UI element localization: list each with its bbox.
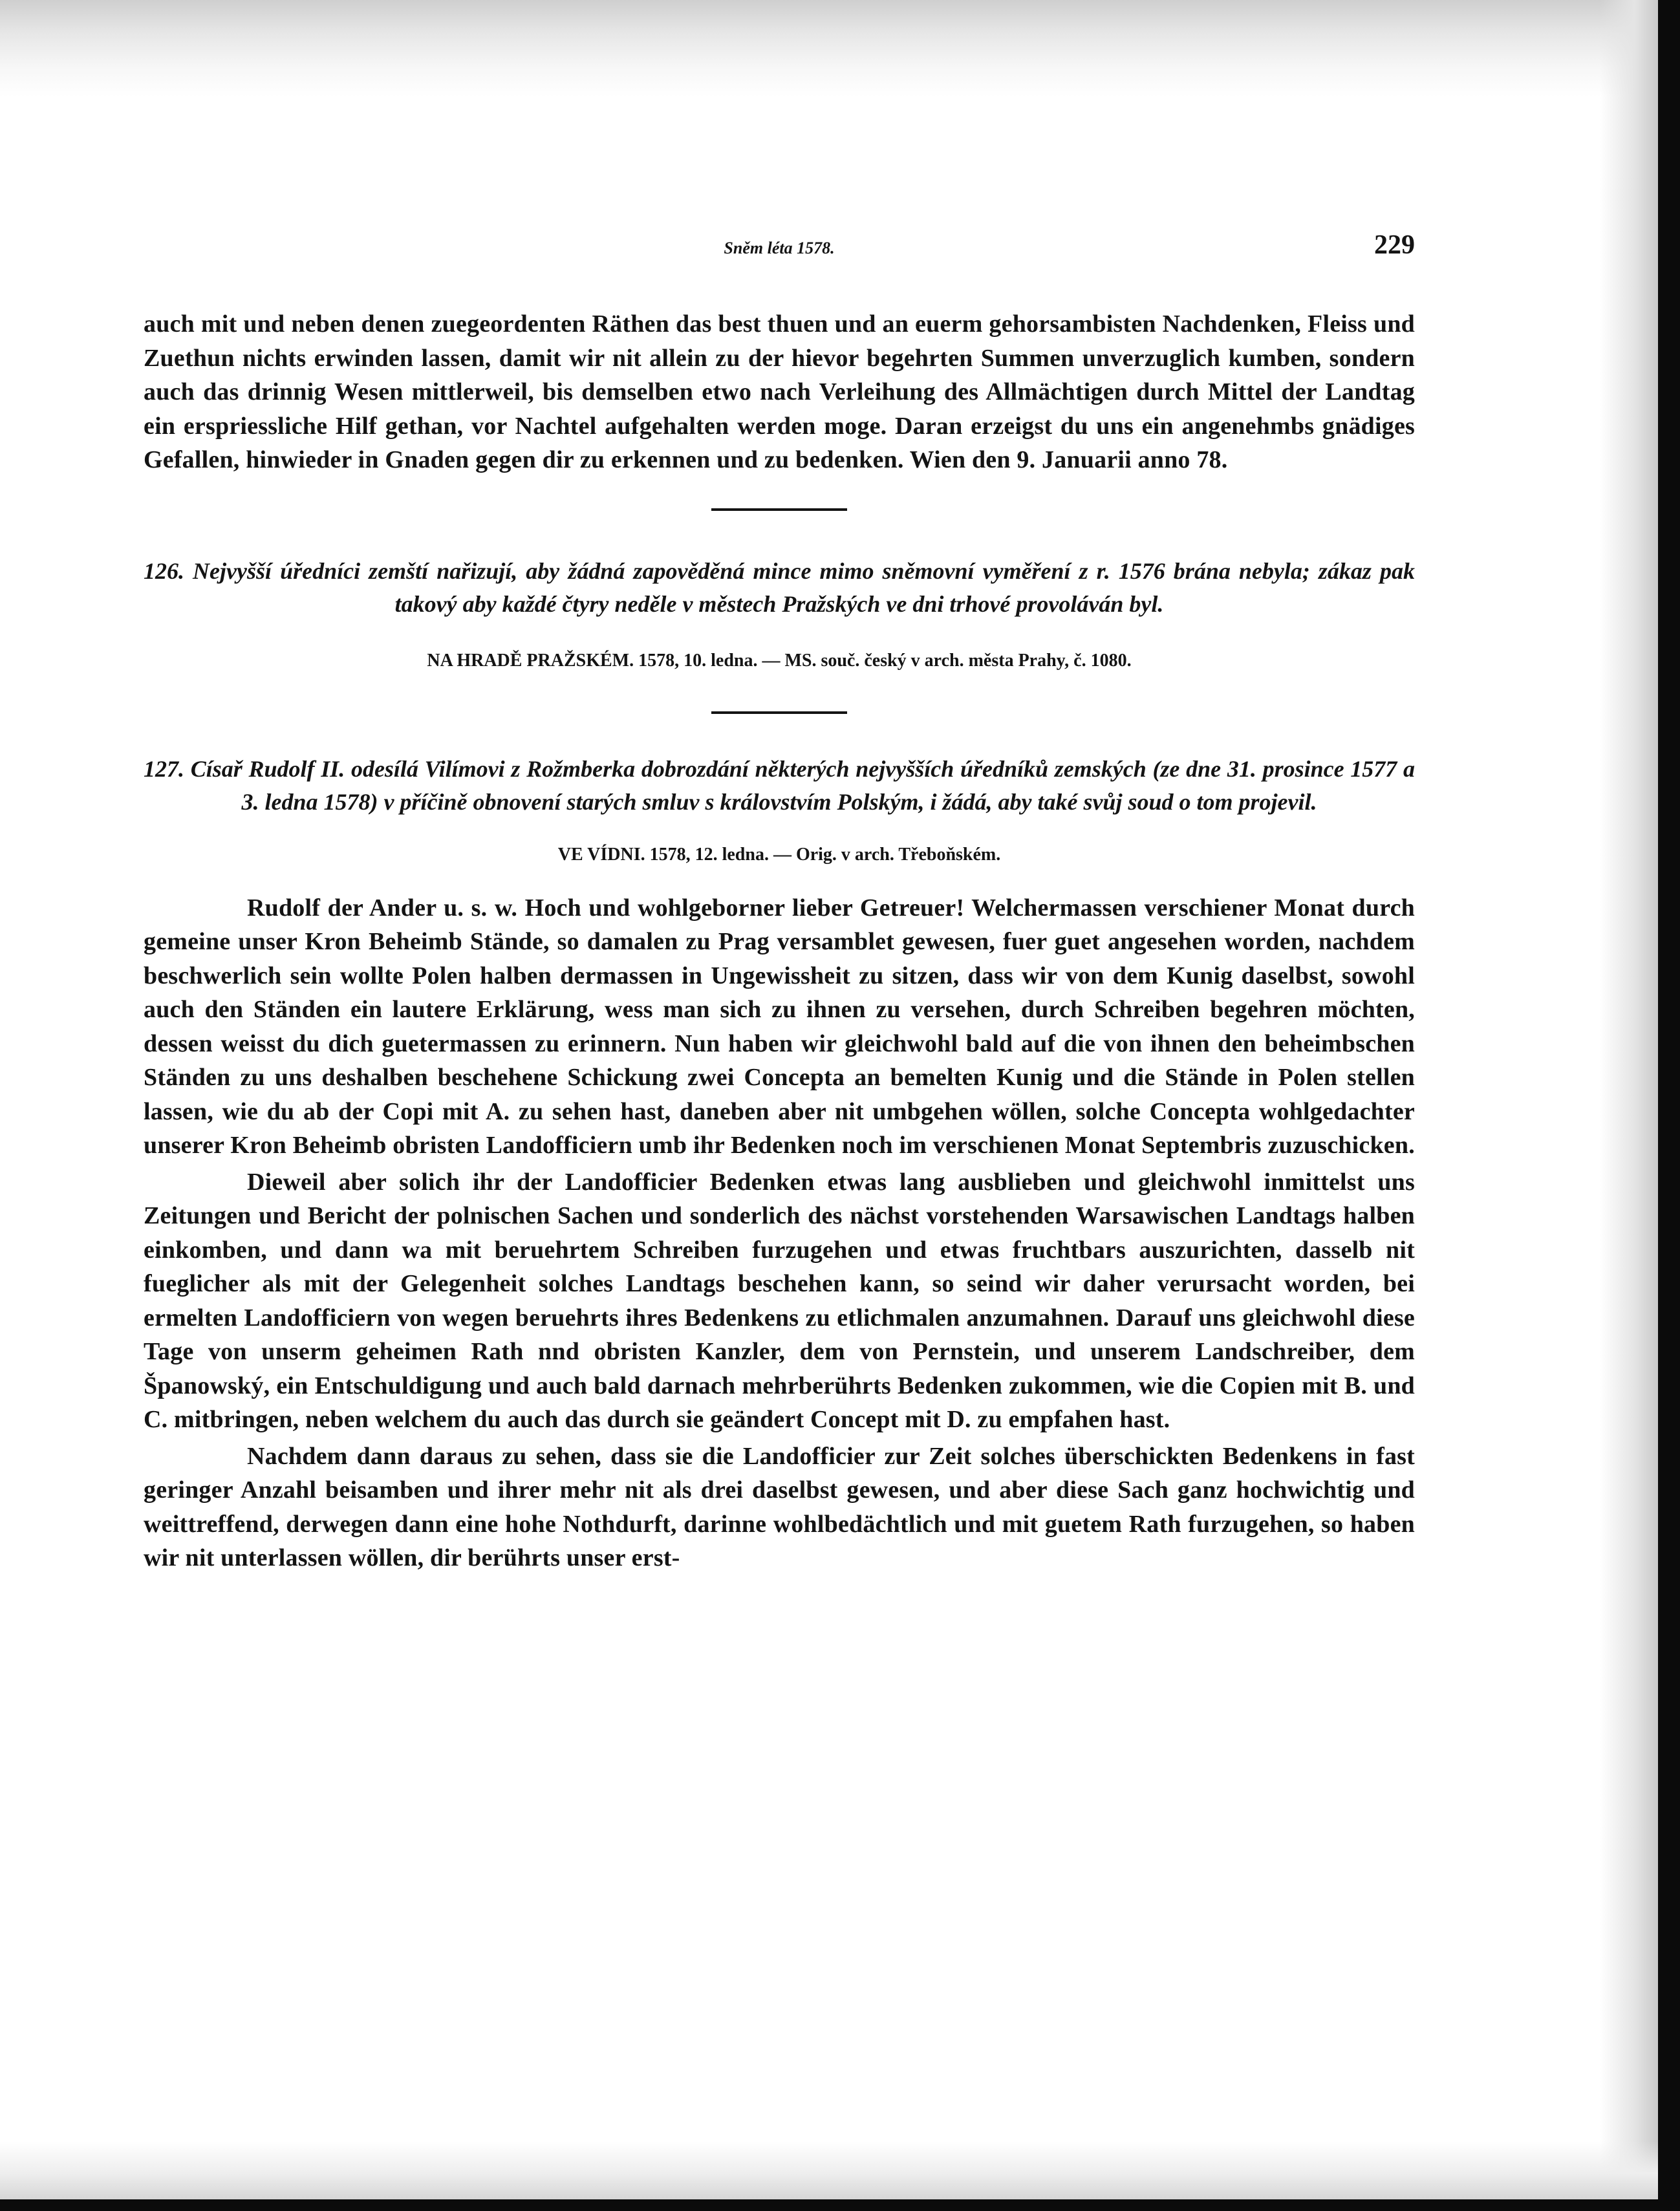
scan-shadow-right [1600, 0, 1658, 2199]
page [144, 230, 1415, 1575]
entry-126-heading: 126. Nejvyšší úředníci zemští nařizují, aby žádná zapověděná mince mimo sněmovní vyměření z r. 1576 brána nebyla; zákaz pak takový aby každé čtyry neděle v městech Pražských ve dni trhové provoláván byl. [144, 557, 1415, 617]
page-number: 229 [1374, 230, 1415, 260]
entry-127-source: VE VÍDNI. 1578, 12. ledna. — Orig. v arch. Třeboňském. [557, 844, 1001, 865]
continuation-paragraph: auch mit und neben denen zuegeordenten Räthen das best thuen und an euerm gehorsambisten Nachdenken, Fleiss und Zuethun nichts erwinden lassen, damit wir nit allein zu der hievor begehrten Summen unverzuglich kumben, sondern auch das drinnig Wesen mittlerweil, bis demselben etwo nach Verleihung des Allmächtigen durch Mittel der Landtag ein erspriessliche Hilf gethan, vor Nachtel aufgehalten werden moge. Daran erzeigst du uns ein angenehmbs gnädiges Gefallen, hinwieder in Gnaden gegen dir zu erkennen und zu bedenken. Wien den 9. Januarii anno 78. [144, 310, 1415, 473]
section-divider [711, 711, 847, 714]
entry-127-heading: 127. Císař Rudolf II. odesílá Vilímovi z Rožmberka dobrozdání některých nejvyšších úředníků zemských (ze dne 31. prosince 1577 a 3. ledna 1578) v příčině obnovení starých smluv s královstvím Polským, i žádá, aby také svůj soud o tom projevil. [144, 755, 1415, 815]
entry-127-paragraph: Dieweil aber solich ihr der Landofficier Bedenken etwas lang ausblieben und gleichwohl inmittelst uns Zeitungen und Bericht der polnischen Sachen und sonderlich des nächst vorstehenden Warsawischen Landtags halben einkomben, und dann wa mit beruehrtem Schreiben furzugehen und etwas fruchtbars auszurichten, dasselb nit fueglicher als mit der Gelegenheit solches Landtags beschehen kann, so seind wir daher verursacht worden, bei ermelten Landofficiern von wegen beruehrts ihres Bedenkens zu etlichmalen anzumahnen. Darauf uns gleichwohl diese Tage von unserm geheimen Rath nnd obristen Kanzler, dem von Pernstein, und unserem Landschreiber, dem Španowský, ein Entschuldigung und auch bald darnach mehrberührts Bedenken zukommen, wie die Copien mit B. und C. mitbringen, neben welchem du auch das durch sie geändert Concept mit D. zu empfahen hast. [144, 1168, 1415, 1433]
scan-shadow-bottom [0, 2141, 1658, 2199]
entry-127-paragraph: Rudolf der Ander u. s. w. Hoch und wohlgeborner lieber Getreuer! Welchermassen verschiener Monat durch gemeine unser Kron Beheimb Stände, so damalen zu Prag versamblet gewesen, fuer guet angesehen worden, nachdem beschwerlich sein wollte Polen halben dermassen in Ungewissheit zu sitzen, dass wir von dem Kunig daselbst, sowohl auch den Ständen ein lautere Erklärung, wess man sich zu ihnen zu versehen, durch Schreiben begehren möchten, dessen weisst du dich guetermassen zu erinnern. Nun haben wir gleichwohl bald auf die von ihnen den beheimbschen Ständen zu uns deshalben beschehene Schickung zwei Concepta an bemelten Kunig und die Stände in Polen stellen lassen, wie du ab der Copi mit A. zu sehen hast, daneben aber nit umbgehen wöllen, solche Concepta wohlgedachter unserer Kron Beheimb obristen Landofficiern umb ihr Bedenken noch im verschienen Monat Septembris zuzuschicken. [144, 894, 1415, 1159]
entry-127-paragraph: Nachdem dann daraus zu sehen, dass sie die Landofficier zur Zeit solches überschickten Bedenkens in fast geringer Anzahl beisamben und ihrer mehr nit als drei daselbst gewesen, und aber diese Sach ganz hochwichtig und weittreffend, derwegen dann eine hohe Nothdurft, darinne wohlbedächtlich und mit guetem Rath furzugehen, so haben wir nit unterlassen wöllen, dir berührts unser erst- [144, 1442, 1415, 1571]
scan-shadow-top [0, 0, 1658, 97]
scan-border-right [1658, 0, 1680, 2211]
entry-126-source: NA HRADĚ PRAŽSKÉM. 1578, 10. ledna. — MS. souč. český v arch. města Prahy, č. 1080. [427, 650, 1132, 671]
running-title: Sněm léta 1578. [724, 239, 835, 257]
scan-border-bottom [0, 2199, 1680, 2211]
section-divider [711, 508, 847, 511]
running-head [144, 230, 1415, 268]
